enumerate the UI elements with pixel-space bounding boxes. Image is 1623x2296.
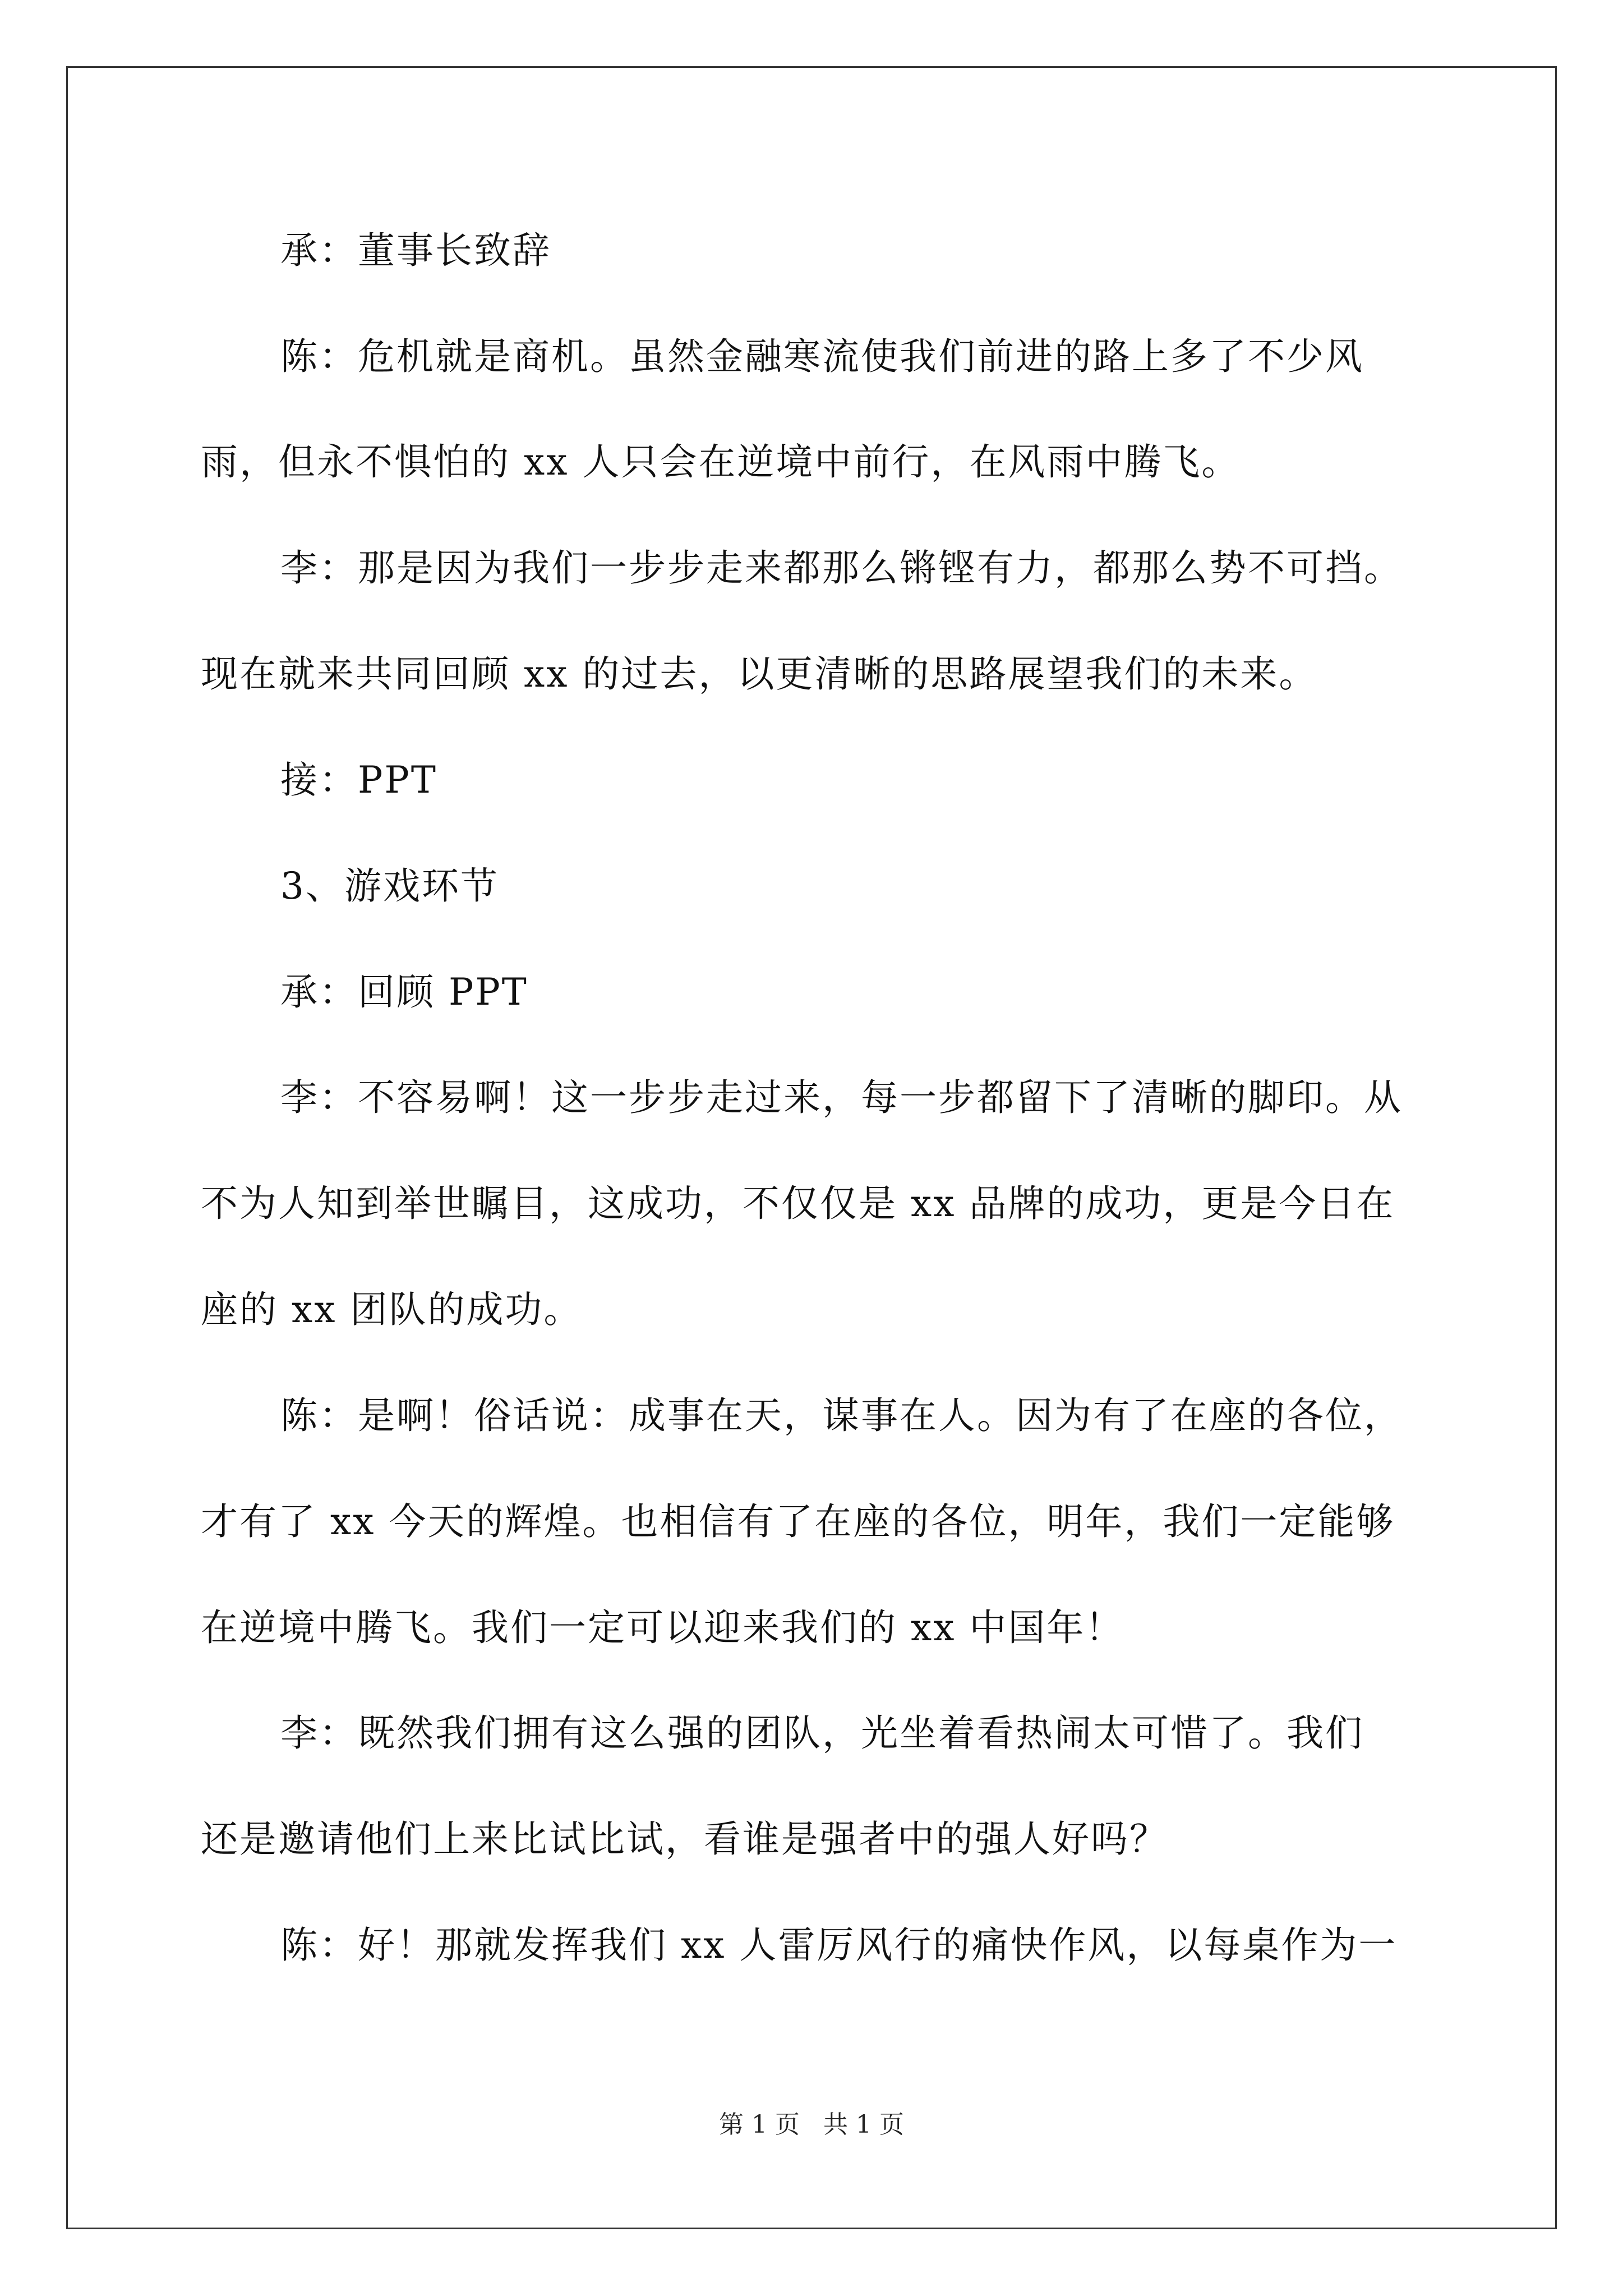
paragraph-line: 承：董事长致辞	[280, 229, 551, 272]
paragraph-line: 李：既然我们拥有这么强的团队，光坐着看热闹太可惜了。我们	[280, 1711, 1364, 1755]
paragraph-line: 李：那是因为我们一步步走来都那么锵铿有力，都那么势不可挡。	[280, 546, 1403, 590]
paragraph-line: 还是邀请他们上来比试比试，看谁是强者中的强人好吗？	[201, 1818, 1168, 1861]
paragraph-line: 陈：危机就是商机。虽然金融寒流使我们前进的路上多了不少风	[280, 335, 1364, 378]
paragraph-line: 陈：好！那就发挥我们 xx 人雷厉风行的痛快作风，以每桌作为一	[280, 1924, 1398, 1967]
paragraph-line: 不为人知到举世瞩目，这成功，不仅仅是 xx 品牌的成功，更是今日在	[201, 1182, 1395, 1225]
paragraph-line: 接：PPT	[280, 758, 437, 802]
paragraph-line: 现在就来共同回顾 xx 的过去，以更清晰的思路展望我们的未来。	[201, 652, 1318, 696]
section-heading: 3、游戏环节	[280, 864, 499, 908]
paragraph-line: 在逆境中腾飞。我们一定可以迎来我们的 xx 中国年！	[201, 1606, 1124, 1649]
page-number-footer: 第 1 页 共 1 页	[719, 2110, 904, 2139]
paragraph-line: 雨，但永不惧怕的 xx 人只会在逆境中前行，在风雨中腾飞。	[201, 440, 1241, 484]
paragraph-line: 承：回顾 PPT	[280, 970, 528, 1014]
page-border	[66, 66, 1557, 2229]
paragraph-line: 座的 xx 团队的成功。	[201, 1288, 583, 1331]
paragraph-line: 李：不容易啊！这一步步走过来，每一步都留下了清晰的脚印。从	[280, 1076, 1403, 1119]
paragraph-line: 陈：是啊！俗话说：成事在天，谋事在人。因为有了在座的各位，	[280, 1394, 1403, 1437]
paragraph-line: 才有了 xx 今天的辉煌。也相信有了在座的各位，明年，我们一定能够	[201, 1500, 1395, 1543]
